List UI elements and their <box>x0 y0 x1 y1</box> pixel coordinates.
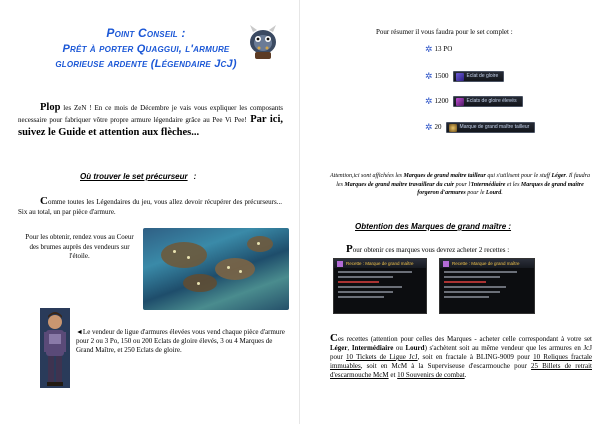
star-icon: ✲ <box>425 71 433 81</box>
item-badge-label: Eclats de gloire élevés <box>466 98 517 104</box>
requirement-glory <box>425 71 504 82</box>
note-bold: Intermédiaire <box>471 181 506 188</box>
note-bold: Marques de grand maître forgeron d'armures <box>417 181 584 196</box>
star-icon: ✲ <box>425 96 433 106</box>
note-bold: Léger <box>551 173 566 179</box>
recipe-icon <box>337 261 343 267</box>
recipes-bold: Lourd <box>405 344 425 352</box>
intro-paragraph <box>18 103 283 139</box>
item-badge <box>453 71 505 82</box>
warning-note <box>330 172 590 198</box>
recipes-text: , soit en McM à la Superviseuse d'escarmouche pour <box>360 362 532 370</box>
recipes-underline: 25 Billets de retrait d'escarmouche McM <box>330 362 592 379</box>
marks-dropcap: P <box>346 243 353 255</box>
recipes-underline: 10 Souvenirs de combat <box>397 371 465 379</box>
requirement-value: 1500 <box>434 72 449 80</box>
title-line-2: Prêt à porter Quaggui, l'armure <box>62 43 230 55</box>
recipe-tooltip-screenshot-1 <box>333 258 427 314</box>
section-heading-set-text: Où trouver le set précurseur <box>80 172 188 181</box>
guide-title <box>40 26 252 72</box>
recipe-tooltip-screenshot-2 <box>439 258 535 314</box>
title-line-3: glorieuse ardente (Légendaire JcJ) <box>55 58 237 70</box>
recipes-text: et <box>388 371 398 379</box>
recipes-underline: 10 Reliques fractale immuables <box>330 353 592 370</box>
intro-body: les ZeN ! En ce mois de Décembre je vais vous expliquer les composants necessaire pour fabriquer vôtre propre armure légendaire grâce au Pee Vi Pee! <box>18 104 283 124</box>
title-line-1: Point Conseil : <box>106 26 186 40</box>
requirement-value: 13 PO <box>434 45 453 53</box>
recipes-underline: 10 Tickets de Ligue JcJ <box>346 353 418 361</box>
note-text: . Il faudra les <box>336 173 590 188</box>
note-bold: Lourd <box>485 190 502 196</box>
item-badge <box>446 122 536 133</box>
recipes-text: ou <box>393 344 406 352</box>
star-icon: ✲ <box>425 122 433 132</box>
requirement-gold <box>425 45 456 54</box>
section-heading-set <box>80 172 196 181</box>
section-heading-marks: Obtention des Marques de grand maître : <box>355 222 512 231</box>
grandmaster-mark-icon <box>449 124 457 132</box>
note-text: pour l' <box>454 181 472 188</box>
summary-heading: Pour résumer il vous faudra pour le set complet : <box>376 28 513 36</box>
requirement-grandmaster-marks <box>425 122 535 133</box>
quaggan-mascot-icon <box>246 22 280 62</box>
intro-bold: Par ici, suivez le Guide et attention aux flèches... <box>18 114 283 138</box>
recipes-bold: Intermédiaire <box>351 344 394 352</box>
requirement-value: 20 <box>434 123 442 131</box>
recipes-text: ) s'achètent soit au même vendeur que les armures en JcJ pour <box>330 344 593 361</box>
vendor-text: ◄Le vendeur de ligue d'armures élevées vous vend chaque pièce d'armure pour 2 ou 3 Po, 150 ou 200 Eclats de gloire élevés, 3 ou 4 Marques de Grand Maître, et 250 Eclats de gloire. <box>76 328 285 354</box>
requirement-value: 1200 <box>434 97 449 105</box>
item-badge-label: Eclat de gloire <box>466 73 499 79</box>
note-text: . <box>501 190 503 196</box>
star-icon: ✲ <box>425 44 433 54</box>
precursor-paragraph <box>18 196 282 217</box>
heart-of-mists-map-image <box>143 228 289 310</box>
recipe-title: Recette : Marque de grand maître <box>452 261 520 266</box>
recipe-icon <box>443 261 449 267</box>
precursor-body: omme toutes les Légendaires du jeu, vous allez devoir récupérer des précurseurs... Six au total, un par pièce d'armure. <box>18 198 282 216</box>
note-bold: Marques de grand maître tailleur <box>403 173 486 179</box>
recipes-text: . <box>464 371 467 379</box>
section-heading-colon: : <box>193 172 197 181</box>
note-text: qui s'utilisent pour le stuff <box>485 173 552 179</box>
intro-lead: Plop <box>40 102 61 113</box>
location-text: Pour les obtenir, rendez vous au Coeur des brumes auprès des vendeurs sur l'étoile. <box>25 233 134 260</box>
recipes-bold: Léger <box>330 344 348 352</box>
item-badge <box>453 96 523 107</box>
recipe-title: Recette : Marque de grand maître <box>346 261 414 266</box>
requirement-ascended-glory <box>425 96 523 107</box>
recipes-dropcap: C <box>330 332 338 344</box>
item-badge-label: Marque de grand maître tailleur <box>459 124 530 130</box>
recipes-text: es recettes (attention pour celles des Marques - acheter celle correspondant à votre set <box>337 335 592 343</box>
note-text: et les <box>505 181 521 188</box>
recipes-paragraph <box>330 334 592 380</box>
armor-vendor-portrait <box>40 308 70 388</box>
ascended-glory-shard-icon <box>456 98 464 106</box>
recipes-text: , <box>347 344 352 352</box>
glory-shard-icon <box>456 73 464 81</box>
recipes-text: , soit en fractale à BLING-9009 pour <box>417 353 534 361</box>
marks-intro-body: our obtenir ces marques vous devrez acheter 2 recettes : <box>352 246 510 254</box>
precursor-dropcap: C <box>40 195 48 207</box>
marks-intro <box>346 244 509 255</box>
note-text: Attention,ici sont affichées les <box>330 173 404 179</box>
note-bold: Marques de grand maître travailleur du cuir <box>344 181 455 188</box>
note-text: pour le <box>465 190 486 196</box>
